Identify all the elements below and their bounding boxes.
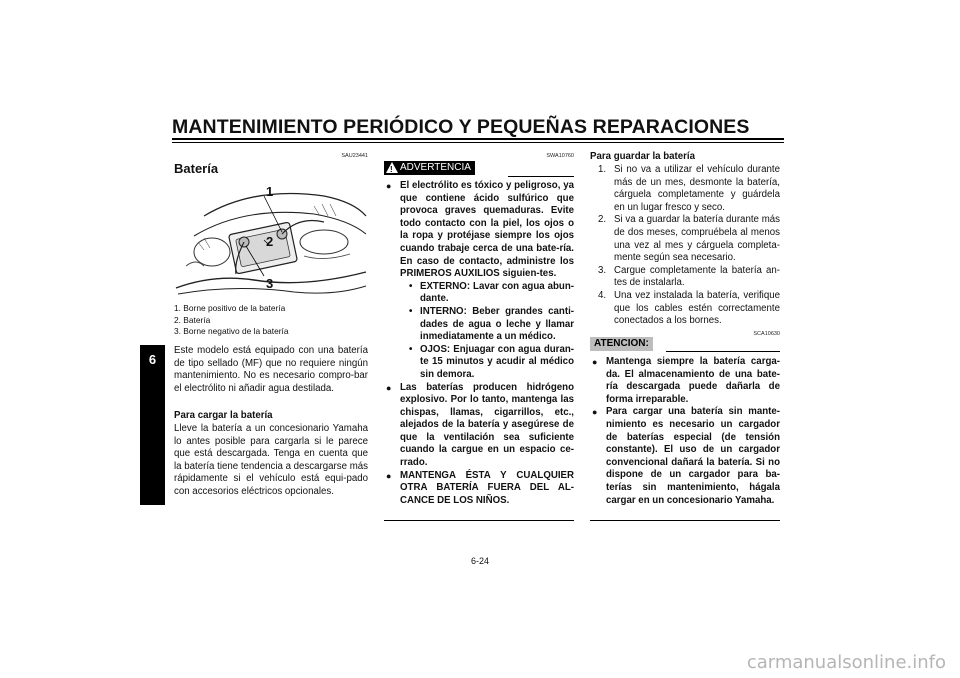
warning-item: ● Las baterías producen hidrógeno explosivo. Por lo tanto, mantenga las chispas, llamas, cigarrillos, etc., alejados de la batería y asegúrese de que la ventilación sea suficiente cuando la cargue en un espacio ce-rrado. — [386, 382, 574, 470]
charge-heading: Para cargar la batería — [174, 410, 273, 421]
caution-item: ● Mantenga siempre la batería carga-da. El almacenamiento de una bate-ría descargada puede dañarla de forma irreparable. — [592, 356, 780, 406]
step-text: Si no va a utilizar el vehículo durante más de un mes, desmonte la batería, cárguela completamente y guárdela en un lugar fresco y seco. — [614, 164, 780, 213]
step-text: Si va a guardar la batería durante más de dos meses, compruébela al menos una vez al mes y cárguela completa-mente según sea necesario. — [614, 214, 780, 264]
caution-list — [592, 356, 780, 507]
page-title: MANTENIMIENTO PERIÓDICO Y PEQUEÑAS REPARACIONES — [172, 116, 750, 138]
caption-item: 2. Batería — [174, 314, 211, 325]
first-aid-item: • EXTERNO: Lavar con agua abun-dante. — [400, 281, 574, 306]
warning-item: ● MANTENGA ÉSTA Y CUALQUIER OTRA BATERÍA FUERA DEL AL-CANCE DE LOS NIÑOS. — [386, 470, 574, 508]
step-number: 1. — [598, 164, 607, 175]
battery-intro: Este modelo está equipado con una batería de tipo sellado (MF) que no requiere ningún mantenimiento. No es necesario compro-bar el electrólito ni añadir agua destilada. — [174, 345, 368, 394]
step-text: Cargue completamente la batería an-tes de instalarla. — [614, 264, 780, 289]
warning-code: SWA10760 — [546, 153, 574, 159]
title-rule — [172, 138, 784, 140]
caution-header-rule — [666, 351, 780, 352]
storage-step — [590, 265, 780, 290]
step-number: 2. — [598, 214, 607, 226]
caution-item: ● Para cargar una batería sin mante-nimiento es necesario un cargador de baterías especial (de tensión constante). El uso de un cargador convencional dañará la batería. Si no dispone de un cargador para ba-terías sin mantenimiento, hágala cargar en un concesionario Yamaha. — [592, 406, 780, 507]
storage-step — [590, 164, 780, 214]
chapter-number: 6 — [148, 352, 157, 367]
page-number: 6-24 — [470, 556, 489, 566]
first-aid-item: • OJOS: Enjuagar con agua duran-te 15 minutos y acudir al médico sin demora. — [400, 344, 574, 382]
title-rule-thin — [172, 142, 784, 143]
figure-captions — [174, 303, 370, 338]
callout-2: 2 — [266, 234, 274, 249]
first-aid-list — [400, 281, 574, 382]
chapter-tab — [140, 345, 165, 505]
warning-item-text: El electrólito es tóxico y peligroso, ya que contiene ácido sulfúrico que provoca graves quemaduras. Evite todo contacto con la piel, los ojos o la ropa y protéjase siempre los ojos cuando trabaje cerca de una bate-ría. En caso de contacto, administre los PRIMEROS AUXILIOS siguien-tes. — [400, 180, 574, 280]
warning-item — [386, 180, 574, 382]
step-number: 4. — [598, 289, 607, 301]
caution-body — [592, 356, 780, 507]
step-text: Una vez instalada la batería, verifique que los cables estén correctamente conectados a los bornes. — [614, 289, 780, 327]
first-aid-item: • INTERNO: Beber grandes canti-dades de agua o leche y llamar inmediatamente a un médico. — [400, 306, 574, 344]
charge-text: Lleve la batería a un concesionario Yamaha lo antes posible para cargarla si le parece que está descargada. Tenga en cuenta que la batería tiene tendencia a descargarse más rápidamente si el vehículo está equi-pado con accesorios eléctricos opcionales. — [174, 423, 368, 497]
storage-steps — [590, 164, 780, 328]
storage-step — [590, 214, 780, 264]
warning-body — [386, 180, 574, 507]
warning-header — [384, 161, 574, 177]
warning-header-rule — [508, 176, 574, 177]
section-code: SAU23441 — [341, 153, 368, 159]
storage-list — [590, 164, 780, 328]
storage-heading: Para guardar la batería — [590, 151, 695, 162]
warning-badge — [384, 161, 475, 175]
step-number: 3. — [598, 264, 607, 276]
caution-badge: ATENCION: — [590, 337, 653, 351]
warning-end-rule — [384, 520, 574, 521]
warning-label: ADVERTENCIA — [400, 162, 471, 173]
section-heading: Batería — [174, 161, 219, 176]
caption-item: 1. Borne positivo de la batería — [174, 303, 286, 313]
caption-item: 3. Borne negativo de la batería — [174, 326, 289, 337]
warning-list — [386, 180, 574, 507]
callout-1: 1 — [266, 184, 274, 199]
storage-step — [590, 290, 780, 328]
watermark: carmanualsonline.info — [746, 652, 946, 673]
caution-end-rule — [590, 520, 780, 521]
battery-illustration — [174, 176, 368, 301]
caution-code: SCA10630 — [753, 331, 780, 337]
warning-exclamation-icon: ! — [390, 165, 393, 174]
callout-3: 3 — [266, 276, 274, 291]
caution-header — [590, 337, 780, 353]
